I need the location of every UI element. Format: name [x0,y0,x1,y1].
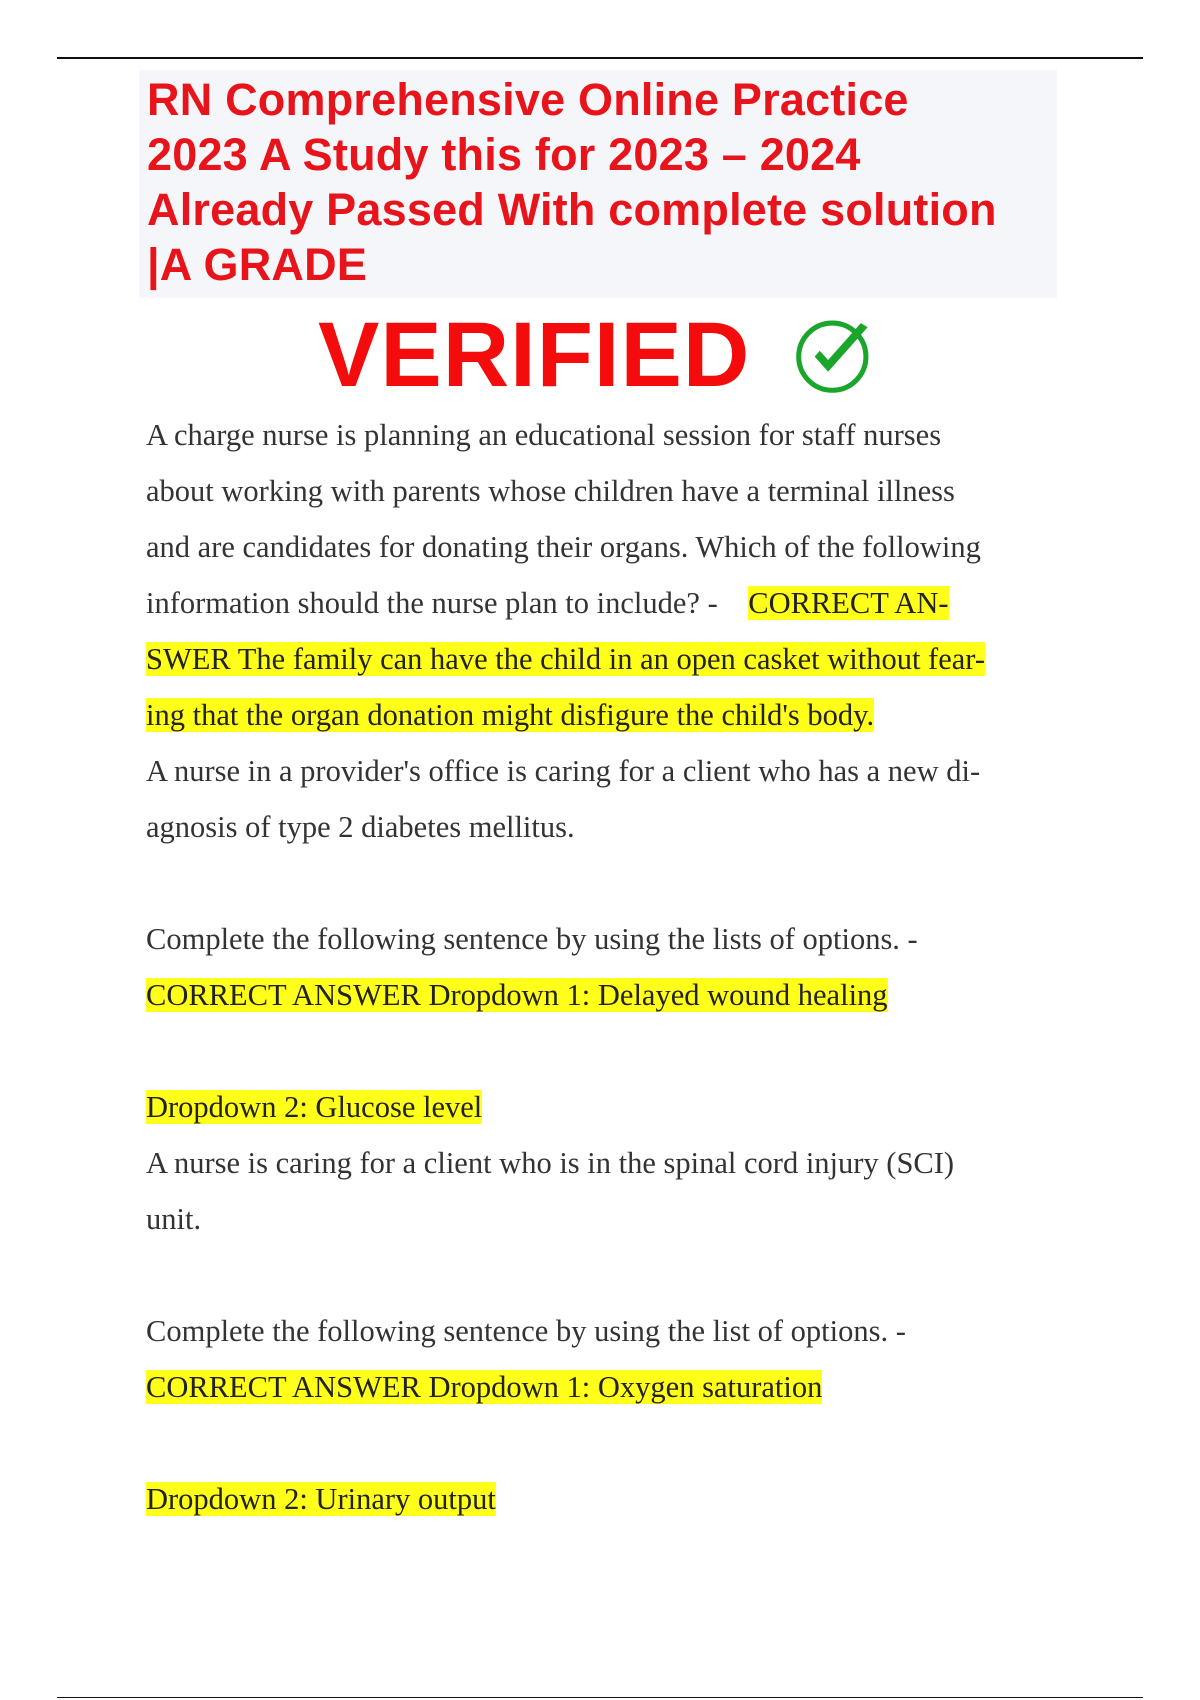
question-line: and are candidates for donating their organs. Which of the following [146,530,981,564]
title-block [139,70,1057,298]
bottom-rule [57,1697,1143,1698]
title-line: RN Comprehensive Online Practice [147,74,909,125]
verified-label: VERIFIED [318,304,751,406]
question-line: A nurse in a provider's office is caring for a client who has a new di- [146,754,981,788]
answer-line [146,1359,1066,1415]
answer-highlight: CORRECT AN- [748,586,949,620]
spacer [146,855,1066,911]
answer-line [146,631,1066,687]
answer-line [146,687,1066,743]
spacer [146,1415,1066,1471]
answer-highlight: Dropdown 2: Urinary output [146,1482,496,1516]
answer-highlight: CORRECT ANSWER Dropdown 1: Delayed wound healing [146,978,888,1012]
qa-body [146,407,1066,1527]
page-title [147,72,1049,292]
question-line: A nurse is caring for a client who is in the spinal cord injury (SCI) [146,1146,955,1180]
question-line: A charge nurse is planning an educational session for staff nurses [146,418,942,452]
answer-highlight: Dropdown 2: Glucose level [146,1090,483,1124]
question-line: unit. [146,1202,202,1236]
spacer [146,1023,1066,1079]
question-line: Complete the following sentence by using the list of options. - [146,1314,906,1348]
answer-line [146,967,1066,1023]
title-line: |A GRADE [147,239,368,290]
question-text: information should the nurse plan to include? - [146,586,726,620]
answer-line [146,1471,1066,1527]
title-line: Already Passed With complete solution [147,184,997,235]
answer-line [146,1079,1066,1135]
verified-badge [318,305,876,405]
question-line: Complete the following sentence by using the lists of options. - [146,922,918,956]
check-circle-icon [792,313,876,397]
question-answer-line [146,575,1066,631]
question-line: agnosis of type 2 diabetes mellitus. [146,810,575,844]
top-rule [57,57,1143,59]
answer-highlight: ing that the organ donation might disfigure the child's body. [146,698,875,732]
question-line: about working with parents whose children have a terminal illness [146,474,955,508]
spacer [146,1247,1066,1303]
answer-highlight: CORRECT ANSWER Dropdown 1: Oxygen saturation [146,1370,823,1404]
answer-highlight: SWER The family can have the child in an open casket without fear- [146,642,985,676]
title-line: 2023 A Study this for 2023 – 2024 [147,129,861,180]
